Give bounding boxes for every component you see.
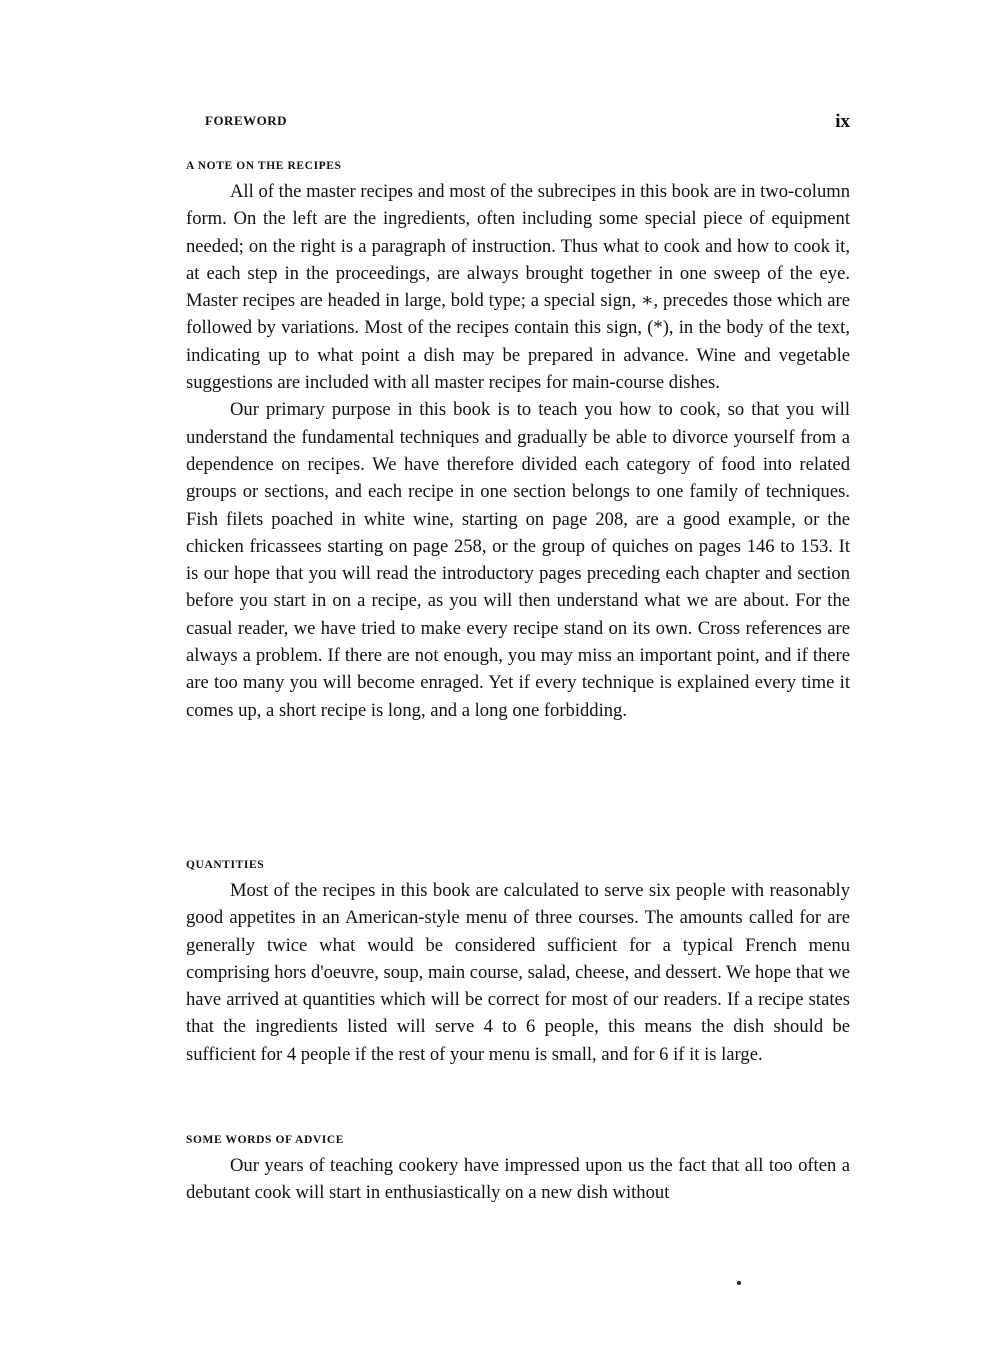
section-note-on-recipes bbox=[186, 158, 850, 724]
print-speck bbox=[737, 1281, 741, 1285]
page-number: ix bbox=[835, 111, 850, 132]
running-head bbox=[205, 113, 850, 137]
section-heading: SOME WORDS OF ADVICE bbox=[186, 1134, 345, 1146]
section-quantities bbox=[186, 857, 850, 1068]
paragraph: All of the master recipes and most of the subrecipes in this book are in two-column form. On the left are the ingredients, often including some special piece of equipment needed; on the right is a paragraph of instruction. Thus what to cook and how to cook it, at each step in the proceedings, are always brought together in one sweep of the eye. Master recipes are headed in large, bold type; a special sign, ∗, precedes those which are followed by variations. Most of the recipes contain this sign, (*), in the body of the text, indicating up to what point a dish may be prepared in advance. Wine and vegetable suggestions are included with all master recipes for main-course dishes. bbox=[186, 181, 850, 394]
paragraph: Our years of teaching cookery have impressed upon us the fact that all too often a debutant cook will start in enthusiastically on a new dish without bbox=[186, 1155, 850, 1204]
paragraph: Most of the recipes in this book are calculated to serve six people with reasonably good appetites in an American-style menu of three courses. The amounts called for are generally twice what would be considered sufficient for a typical French menu comprising hors d'oeuvre, soup, main course, salad, cheese, and dessert. We hope that we have arrived at quantities which will be correct for most of our readers. If a recipe states that the ingredients listed will serve 4 to 6 people, this means the dish should be sufficient for 4 people if the rest of your menu is small, and for 6 if it is large. bbox=[186, 880, 850, 1065]
section-heading: QUANTITIES bbox=[186, 859, 265, 871]
section-heading: A NOTE ON THE RECIPES bbox=[186, 160, 342, 172]
section-words-of-advice bbox=[186, 1132, 850, 1207]
running-title: FOREWORD bbox=[205, 113, 287, 128]
paragraph: Our primary purpose in this book is to teach you how to cook, so that you will understand the fundamental techniques and gradually be able to divorce yourself from a dependence on recipes. We have therefore divided each category of food into related groups or sections, and each recipe in one section belongs to one family of techniques. Fish filets poached in white wine, starting on page 208, are a good example, or the chicken fricassees starting on page 258, or the group of quiches on pages 146 to 153. It is our hope that you will read the introductory pages preceding each chapter and section before you start in on a recipe, as you will then understand what we are about. For the casual reader, we have tried to make every recipe stand on its own. Cross references are always a problem. If there are not enough, you may miss an important point, and if there are too many you will become enraged. Yet if every technique is explained every time it comes up, a short recipe is long, and a long one forbidding. bbox=[186, 399, 850, 721]
